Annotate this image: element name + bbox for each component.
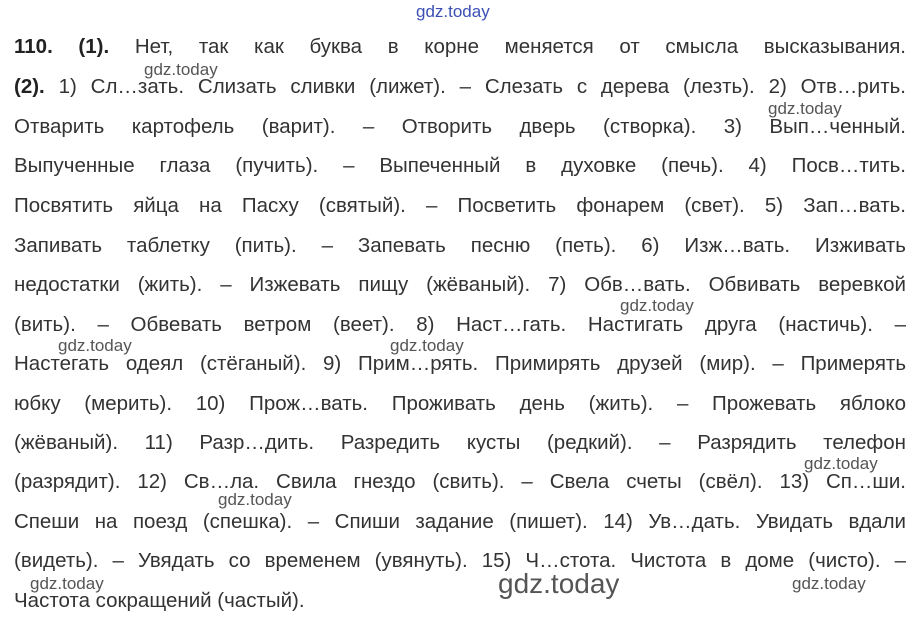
line-text: Запивать таблетку (пить). – Запевать песню (петь). 6) Изж…вать. Изживать — [14, 234, 906, 257]
line-text: (разрядит). 12) Св…ла. Свила гнездо (свить). – Свела счеты (свёл). 13) Сп…ши. — [14, 470, 906, 493]
watermark: gdz.today — [30, 574, 104, 593]
watermark: gdz.today — [218, 490, 292, 509]
part-number: (2). — [14, 75, 45, 98]
watermark: gdz.today — [58, 336, 132, 355]
watermark: gdz.today — [620, 296, 694, 315]
line-text: Частота сокращений (частый). — [14, 589, 305, 612]
watermark-large: gdz.today — [498, 568, 620, 599]
line-text: Посвятить яйца на Пасху (святый). – Посветить фонарем (свет). 5) Зап…вать. — [14, 194, 906, 217]
text-line — [14, 469, 906, 495]
line-text: (жёваный). 11) Разр…дить. Разредить кусты (редкий). – Разрядить телефон — [14, 431, 906, 454]
exercise-number: 110. (1). — [14, 35, 110, 58]
line-text: Настегать одеял (стёганый). 9) Прим…рять. Примирять друзей (мир). – Примерять — [14, 352, 906, 375]
watermark: gdz.today — [792, 574, 866, 593]
text-line — [14, 233, 906, 259]
line-text: недостатки (жить). – Изжевать пищу (жёваный). 7) Обв…вать. Обвивать веревкой — [14, 273, 906, 296]
text-line — [14, 588, 906, 614]
watermark-header: gdz.today — [416, 2, 490, 21]
text-line — [14, 34, 906, 60]
text-line — [14, 312, 906, 338]
line-text: юбку (мерить). 10) Прож…вать. Проживать день (жить). – Прожевать яблоко — [14, 392, 906, 415]
text-line — [14, 509, 906, 535]
line-text: 1) Сл…зать. Слизать сливки (лижет). – Слезать с дерева (лезть). 2) Отв…рить. — [44, 75, 906, 98]
watermark: gdz.today — [768, 99, 842, 118]
line-text: Выпученные глаза (пучить). – Выпеченный в духовке (печь). 4) Посв…тить. — [14, 154, 906, 177]
line-text: (видеть). – Увядать со временем (увянуть). 15) Ч…стота. Чистота в доме (чисто). – — [14, 549, 906, 572]
text-line — [14, 193, 906, 219]
line-text: Спеши на поезд (спешка). – Спиши задание (пишет). 14) Ув…дать. Увидать вдали — [14, 510, 906, 533]
text-line — [14, 391, 906, 417]
text-line — [14, 430, 906, 456]
line-text: Нет, так как буква в корне меняется от смысла высказывания. — [109, 35, 907, 58]
line-text: Отварить картофель (варит). – Отворить дверь (створка). 3) Вып…ченный. — [14, 115, 906, 138]
watermark: gdz.today — [144, 60, 218, 79]
text-line — [14, 153, 906, 179]
line-text: (вить). – Обвевать ветром (веет). 8) Наст…гать. Настигать друга (настичь). – — [14, 313, 906, 336]
watermark: gdz.today — [390, 336, 464, 355]
text-line — [14, 272, 906, 298]
text-line — [14, 548, 906, 574]
watermark: gdz.today — [804, 454, 878, 473]
